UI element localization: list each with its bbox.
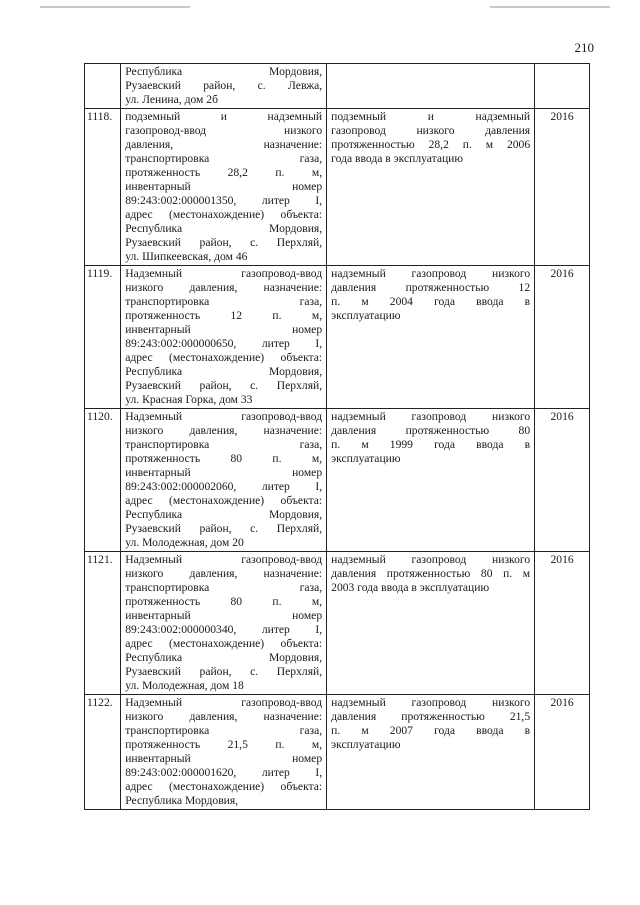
object-name-line: Рузаевский район, с. Левжа,: [125, 79, 323, 92]
row-number: 1119.: [85, 266, 121, 409]
year-cell: 2016: [535, 409, 590, 552]
object-name-cell: [121, 409, 327, 552]
object-description-cell: [327, 695, 535, 810]
object-name-cell: [121, 109, 327, 266]
object-description-line: п. м 2004 года ввода в: [331, 295, 531, 308]
object-name-line: Республика Мордовия,: [125, 222, 323, 235]
object-description-line: давления протяженностью 12: [331, 281, 531, 294]
object-description-line: давления протяженностью 80 п. м: [331, 567, 531, 580]
object-name-line: протяженность 28,2 п. м,: [125, 166, 323, 179]
object-name-line: 89:243:002:000000340, литер I,: [125, 623, 323, 636]
row-number: 1120.: [85, 409, 121, 552]
row-number: 1122.: [85, 695, 121, 810]
object-name-line: инвентарный номер: [125, 323, 323, 336]
object-name-cell: [121, 552, 327, 695]
object-name-line: инвентарный номер: [125, 752, 323, 765]
object-name-line: адрес (местонахождение) объекта:: [125, 780, 323, 793]
table-row: [85, 695, 590, 810]
object-name-line: Рузаевский район, с. Перхляй,: [125, 665, 323, 678]
object-description-line: давления протяженностью 80: [331, 424, 531, 437]
row-number: 1118.: [85, 109, 121, 266]
row-number: 1121.: [85, 552, 121, 695]
table-row: [85, 552, 590, 695]
object-name-line: транспортировка газа,: [125, 724, 323, 737]
year-cell: 2016: [535, 552, 590, 695]
object-name-line: адрес (местонахождение) объекта:: [125, 637, 323, 650]
object-name-line: инвентарный номер: [125, 180, 323, 193]
object-description-line: протяженностью 28,2 п. м 2006: [331, 138, 531, 151]
object-name-line: давления, назначение:: [125, 138, 323, 151]
object-name-line: газопровод-ввод низкого: [125, 124, 323, 137]
object-name-line: Республика Мордовия,: [125, 65, 323, 78]
object-description-cell: [327, 552, 535, 695]
table-row: [85, 64, 590, 109]
object-name-line: протяженность 12 п. м,: [125, 309, 323, 322]
page-number: 210: [574, 40, 594, 55]
object-name-line: Рузаевский район, с. Перхляй,: [125, 379, 323, 392]
object-description-line: газопровод низкого давления: [331, 124, 531, 137]
object-name-line: адрес (местонахождение) объекта:: [125, 351, 323, 364]
object-description-line: п. м 1999 года ввода в: [331, 438, 531, 451]
object-name-line: ул. Шипкеевская, дом 46: [125, 250, 248, 263]
object-name-line: транспортировка газа,: [125, 438, 323, 451]
object-name-line: транспортировка газа,: [125, 295, 323, 308]
object-name-line: протяженность 80 п. м,: [125, 595, 323, 608]
object-name-line: транспортировка газа,: [125, 581, 323, 594]
year-cell: [535, 64, 590, 109]
object-description-line: подземный и надземный: [331, 110, 531, 123]
object-description-line: надземный газопровод низкого: [331, 267, 531, 280]
object-name-line: Надземный газопровод-ввод: [125, 410, 323, 423]
object-name-line: протяженность 80 п. м,: [125, 452, 323, 465]
object-name-cell: [121, 266, 327, 409]
object-description-line: надземный газопровод низкого: [331, 410, 531, 423]
object-name-line: Республика Мордовия,: [125, 651, 323, 664]
object-name-line: Надземный газопровод-ввод: [125, 696, 323, 709]
object-name-line: инвентарный номер: [125, 466, 323, 479]
year-cell: 2016: [535, 266, 590, 409]
object-description-line: 2003 года ввода в эксплуатацию: [331, 581, 490, 594]
object-name-line: низкого давления, назначение:: [125, 567, 323, 580]
object-name-line: Республика Мордовия,: [125, 508, 323, 521]
table-body: [85, 64, 590, 810]
object-description-line: года ввода в эксплуатацию: [331, 152, 464, 165]
object-name-line: 89:243:002:000000650, литер I,: [125, 337, 323, 350]
year-cell: 2016: [535, 695, 590, 810]
object-name-line: Надземный газопровод-ввод: [125, 267, 323, 280]
object-description-line: эксплуатацию: [331, 452, 401, 465]
row-number: [85, 64, 121, 109]
object-name-line: Республика Мордовия,: [125, 794, 239, 807]
object-name-line: подземный и надземный: [125, 110, 323, 123]
object-name-line: низкого давления, назначение:: [125, 710, 323, 723]
object-name-line: Республика Мордовия,: [125, 365, 323, 378]
object-name-line: адрес (местонахождение) объекта:: [125, 494, 323, 507]
object-name-line: низкого давления, назначение:: [125, 281, 323, 294]
object-description-line: надземный газопровод низкого: [331, 696, 531, 709]
scan-artifact-right: [490, 6, 610, 8]
object-name-cell: [121, 64, 327, 109]
object-description-cell: [327, 109, 535, 266]
object-description-line: эксплуатацию: [331, 309, 401, 322]
object-name-line: 89:243:002:000002060, литер I,: [125, 480, 323, 493]
object-name-line: инвентарный номер: [125, 609, 323, 622]
property-registry-table: [84, 63, 590, 810]
object-name-line: Рузаевский район, с. Перхляй,: [125, 236, 323, 249]
object-name-line: ул. Молодежная, дом 20: [125, 536, 244, 549]
object-description-line: надземный газопровод низкого: [331, 553, 531, 566]
object-description-line: эксплуатацию: [331, 738, 401, 751]
table-row: [85, 109, 590, 266]
scan-artifact-left: [40, 6, 190, 8]
object-description-cell: [327, 409, 535, 552]
object-name-line: Надземный газопровод-ввод: [125, 553, 323, 566]
object-name-line: транспортировка газа,: [125, 152, 323, 165]
object-name-line: ул. Молодежная, дом 18: [125, 679, 244, 692]
object-name-line: низкого давления, назначение:: [125, 424, 323, 437]
object-description-line: п. м 2007 года ввода в: [331, 724, 531, 737]
table-row: [85, 409, 590, 552]
object-name-line: протяженность 21,5 п. м,: [125, 738, 323, 751]
object-name-line: 89:243:002:000001620, литер I,: [125, 766, 323, 779]
object-description-line: давления протяженностью 21,5: [331, 710, 531, 723]
object-name-cell: [121, 695, 327, 810]
table-row: [85, 266, 590, 409]
object-name-line: ул. Красная Горка, дом 33: [125, 393, 253, 406]
object-name-line: ул. Ленина, дом 2б: [125, 93, 218, 106]
object-name-line: адрес (местонахождение) объекта:: [125, 208, 323, 221]
object-description-cell: [327, 64, 535, 109]
year-cell: 2016: [535, 109, 590, 266]
object-name-line: Рузаевский район, с. Перхляй,: [125, 522, 323, 535]
object-description-cell: [327, 266, 535, 409]
object-name-line: 89:243:002:000001350, литер I,: [125, 194, 323, 207]
